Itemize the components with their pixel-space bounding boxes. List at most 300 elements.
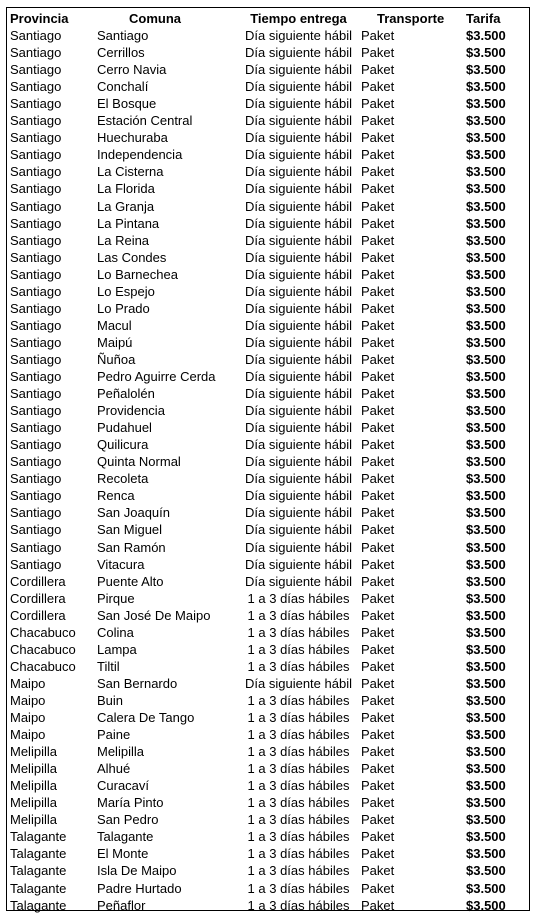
table-row — [7, 607, 529, 624]
table-row — [7, 794, 529, 811]
table-row — [7, 658, 529, 675]
table-row — [7, 641, 529, 658]
cell-tiempo-entrega: Día siguiente hábil — [245, 62, 352, 78]
cell-transporte: Paket — [361, 641, 395, 657]
cell-provincia: Santiago — [10, 351, 62, 367]
cell-comuna: San Bernardo — [97, 675, 178, 691]
cell-tarifa: $3.500 — [466, 744, 506, 760]
cell-provincia: Melipilla — [10, 744, 57, 760]
cell-comuna: Recoleta — [97, 471, 149, 487]
cell-transporte: Paket — [361, 778, 395, 794]
table-row — [7, 436, 529, 453]
cell-tarifa: $3.500 — [466, 471, 506, 487]
cell-transporte: Paket — [361, 829, 395, 845]
cell-provincia: Santiago — [10, 539, 62, 555]
cell-provincia: Santiago — [10, 28, 62, 43]
cell-transporte: Paket — [361, 607, 395, 623]
cell-tarifa: $3.500 — [466, 181, 506, 197]
cell-transporte: Paket — [361, 727, 395, 743]
cell-tiempo-entrega: 1 a 3 días hábiles — [247, 778, 350, 794]
cell-provincia: Maipo — [10, 675, 46, 691]
cell-provincia: Santiago — [10, 300, 62, 316]
cell-tiempo-entrega: Día siguiente hábil — [245, 79, 352, 95]
table-row — [7, 44, 529, 61]
cell-tiempo-entrega: 1 a 3 días hábiles — [247, 880, 350, 896]
cell-transporte: Paket — [361, 863, 395, 879]
cell-provincia: Maipo — [10, 710, 46, 725]
table-row — [7, 419, 529, 436]
cell-tarifa: $3.500 — [466, 573, 506, 589]
cell-transporte: Paket — [361, 79, 395, 95]
cell-comuna: Tiltil — [97, 658, 120, 674]
cell-provincia: Santiago — [10, 266, 62, 282]
cell-transporte: Paket — [361, 369, 395, 384]
table-row — [7, 845, 529, 862]
cell-transporte: Paket — [361, 113, 395, 129]
cell-provincia: Melipilla — [10, 778, 57, 794]
table-row — [7, 590, 529, 607]
cell-tarifa: $3.500 — [466, 283, 506, 299]
cell-comuna: Alhué — [97, 761, 131, 777]
cell-tiempo-entrega: Día siguiente hábil — [245, 386, 352, 402]
cell-tarifa: $3.500 — [466, 710, 506, 725]
table-row — [7, 146, 529, 163]
cell-tiempo-entrega: Día siguiente hábil — [245, 266, 352, 282]
cell-transporte: Paket — [361, 181, 395, 197]
cell-tarifa: $3.500 — [466, 113, 506, 129]
cell-tarifa: $3.500 — [466, 147, 506, 163]
table-row — [7, 675, 529, 692]
table-row — [7, 300, 529, 317]
cell-comuna: San Miguel — [97, 522, 163, 538]
table-row — [7, 283, 529, 300]
cell-tarifa: $3.500 — [466, 437, 506, 453]
cell-tiempo-entrega: Día siguiente hábil — [245, 556, 352, 572]
cell-comuna: Pirque — [97, 590, 135, 606]
cell-tarifa: $3.500 — [466, 198, 506, 214]
cell-tiempo-entrega: Día siguiente hábil — [245, 454, 352, 470]
cell-transporte: Paket — [361, 539, 395, 555]
cell-provincia: Santiago — [10, 79, 62, 95]
cell-provincia: Santiago — [10, 130, 62, 146]
cell-tiempo-entrega: Día siguiente hábil — [245, 300, 352, 316]
cell-tarifa: $3.500 — [466, 351, 506, 367]
cell-provincia: Maipo — [10, 727, 46, 743]
cell-comuna: Lo Espejo — [97, 283, 155, 299]
cell-provincia: Santiago — [10, 437, 62, 453]
cell-tiempo-entrega: Día siguiente hábil — [245, 403, 352, 419]
cell-comuna: Quilicura — [97, 437, 149, 453]
cell-comuna: Renca — [97, 488, 135, 504]
cell-transporte: Paket — [361, 45, 395, 61]
cell-tarifa: $3.500 — [466, 897, 506, 913]
cell-comuna: Maipú — [97, 334, 133, 350]
cell-comuna: Lo Prado — [97, 300, 150, 316]
cell-comuna: La Cisterna — [97, 164, 164, 180]
cell-comuna: Macul — [97, 317, 132, 333]
cell-provincia: Santiago — [10, 62, 62, 78]
cell-tarifa: $3.500 — [466, 79, 506, 95]
cell-provincia: Santiago — [10, 198, 62, 214]
cell-tiempo-entrega: Día siguiente hábil — [245, 198, 352, 214]
cell-tiempo-entrega: Día siguiente hábil — [245, 215, 352, 231]
table-row — [7, 453, 529, 470]
cell-provincia: Santiago — [10, 45, 62, 61]
cell-provincia: Chacabuco — [10, 658, 76, 674]
cell-transporte: Paket — [361, 675, 395, 691]
cell-comuna: Santiago — [97, 28, 149, 43]
cell-tiempo-entrega: Día siguiente hábil — [245, 471, 352, 487]
cell-comuna: Ñuñoa — [97, 351, 136, 367]
cell-provincia: Santiago — [10, 334, 62, 350]
table-row — [7, 232, 529, 249]
cell-transporte: Paket — [361, 710, 395, 725]
cell-transporte: Paket — [361, 505, 395, 521]
table-row — [7, 78, 529, 95]
cell-tiempo-entrega: Día siguiente hábil — [245, 437, 352, 453]
cell-comuna: San José De Maipo — [97, 607, 211, 623]
cell-tiempo-entrega: 1 a 3 días hábiles — [247, 710, 350, 725]
table-row — [7, 180, 529, 197]
cell-transporte: Paket — [361, 846, 395, 862]
table-row — [7, 828, 529, 845]
cell-transporte: Paket — [361, 795, 395, 811]
table-row — [7, 215, 529, 232]
cell-transporte: Paket — [361, 420, 395, 436]
cell-provincia: Santiago — [10, 147, 62, 163]
header-transporte: Transporte — [377, 11, 445, 26]
cell-tarifa: $3.500 — [466, 164, 506, 180]
cell-comuna: Huechuraba — [97, 130, 168, 146]
cell-provincia: Talagante — [10, 829, 67, 845]
cell-provincia: Talagante — [10, 880, 67, 896]
cell-comuna: Talagante — [97, 829, 154, 845]
cell-provincia: Melipilla — [10, 795, 57, 811]
cell-tarifa: $3.500 — [466, 215, 506, 231]
cell-provincia: Santiago — [10, 215, 62, 231]
cell-tarifa: $3.500 — [466, 778, 506, 794]
table-row — [7, 862, 529, 879]
cell-tiempo-entrega: Día siguiente hábil — [245, 505, 352, 521]
cell-transporte: Paket — [361, 471, 395, 487]
cell-tiempo-entrega: Día siguiente hábil — [245, 522, 352, 538]
table-row — [7, 112, 529, 129]
cell-provincia: Melipilla — [10, 761, 57, 777]
cell-tiempo-entrega: 1 a 3 días hábiles — [247, 727, 350, 743]
cell-tarifa: $3.500 — [466, 761, 506, 777]
cell-tarifa: $3.500 — [466, 488, 506, 504]
cell-tiempo-entrega: Día siguiente hábil — [245, 28, 352, 43]
table-row — [7, 129, 529, 146]
cell-tiempo-entrega: Día siguiente hábil — [245, 488, 352, 504]
cell-tarifa: $3.500 — [466, 249, 506, 265]
table-row — [7, 709, 529, 726]
table-row — [7, 743, 529, 760]
cell-provincia: Cordillera — [10, 607, 66, 623]
cell-provincia: Santiago — [10, 232, 62, 248]
cell-tarifa: $3.500 — [466, 658, 506, 674]
cell-tarifa: $3.500 — [466, 846, 506, 862]
cell-tarifa: $3.500 — [466, 607, 506, 623]
cell-transporte: Paket — [361, 692, 395, 708]
cell-tiempo-entrega: Día siguiente hábil — [245, 45, 352, 61]
cell-provincia: Santiago — [10, 96, 62, 112]
cell-transporte: Paket — [361, 880, 395, 896]
table-row — [7, 573, 529, 590]
table-row — [7, 163, 529, 180]
cell-tarifa: $3.500 — [466, 812, 506, 828]
cell-comuna: Peñaflor — [97, 897, 146, 913]
cell-comuna: Lo Barnechea — [97, 266, 178, 282]
cell-provincia: Santiago — [10, 386, 62, 402]
cell-comuna: María Pinto — [97, 795, 164, 811]
cell-tiempo-entrega: 1 a 3 días hábiles — [247, 607, 350, 623]
cell-tiempo-entrega: 1 a 3 días hábiles — [247, 812, 350, 828]
cell-tiempo-entrega: Día siguiente hábil — [245, 351, 352, 367]
cell-tiempo-entrega: 1 a 3 días hábiles — [247, 829, 350, 845]
cell-tarifa: $3.500 — [466, 232, 506, 248]
cell-tiempo-entrega: 1 a 3 días hábiles — [247, 897, 350, 913]
cell-comuna: Conchalí — [97, 79, 149, 95]
cell-tarifa: $3.500 — [466, 300, 506, 316]
cell-transporte: Paket — [361, 590, 395, 606]
cell-tiempo-entrega: 1 a 3 días hábiles — [247, 761, 350, 777]
cell-tarifa: $3.500 — [466, 454, 506, 470]
table-row — [7, 726, 529, 743]
table-row — [7, 317, 529, 334]
cell-transporte: Paket — [361, 454, 395, 470]
cell-comuna: Buin — [97, 692, 124, 708]
cell-transporte: Paket — [361, 147, 395, 163]
cell-tiempo-entrega: Día siguiente hábil — [245, 96, 352, 112]
cell-tiempo-entrega: Día siguiente hábil — [245, 147, 352, 163]
table-row — [7, 334, 529, 351]
table-row — [7, 692, 529, 709]
cell-transporte: Paket — [361, 62, 395, 78]
cell-tarifa: $3.500 — [466, 692, 506, 708]
table-row — [7, 27, 529, 44]
cell-transporte: Paket — [361, 403, 395, 419]
cell-provincia: Talagante — [10, 897, 67, 913]
table-row — [7, 880, 529, 897]
cell-tiempo-entrega: Día siguiente hábil — [245, 249, 352, 265]
cell-tiempo-entrega: Día siguiente hábil — [245, 181, 352, 197]
cell-transporte: Paket — [361, 437, 395, 453]
cell-transporte: Paket — [361, 215, 395, 231]
cell-tarifa: $3.500 — [466, 62, 506, 78]
cell-comuna: Curacaví — [97, 778, 150, 794]
cell-tiempo-entrega: Día siguiente hábil — [245, 420, 352, 436]
cell-tiempo-entrega: 1 a 3 días hábiles — [247, 658, 350, 674]
cell-provincia: Santiago — [10, 283, 62, 299]
cell-transporte: Paket — [361, 897, 395, 913]
cell-transporte: Paket — [361, 283, 395, 299]
cell-provincia: Santiago — [10, 522, 62, 538]
cell-transporte: Paket — [361, 761, 395, 777]
table-row — [7, 61, 529, 78]
cell-comuna: La Granja — [97, 198, 155, 214]
table-row — [7, 351, 529, 368]
cell-tarifa: $3.500 — [466, 317, 506, 333]
cell-comuna: Isla De Maipo — [97, 863, 177, 879]
cell-tiempo-entrega: Día siguiente hábil — [245, 334, 352, 350]
cell-tiempo-entrega: Día siguiente hábil — [245, 675, 352, 691]
table-row — [7, 266, 529, 283]
cell-tarifa: $3.500 — [466, 880, 506, 896]
cell-tiempo-entrega: Día siguiente hábil — [245, 283, 352, 299]
cell-tarifa: $3.500 — [466, 266, 506, 282]
cell-provincia: Maipo — [10, 692, 46, 708]
cell-tarifa: $3.500 — [466, 795, 506, 811]
header-provincia: Provincia — [10, 11, 69, 26]
cell-tiempo-entrega: 1 a 3 días hábiles — [247, 590, 350, 606]
cell-comuna: Providencia — [97, 403, 165, 419]
cell-comuna: Quinta Normal — [97, 454, 181, 470]
cell-tiempo-entrega: Día siguiente hábil — [245, 130, 352, 146]
cell-comuna: Puente Alto — [97, 573, 164, 589]
cell-comuna: Pedro Aguirre Cerda — [97, 369, 216, 384]
cell-transporte: Paket — [361, 812, 395, 828]
cell-tarifa: $3.500 — [466, 624, 506, 640]
cell-provincia: Santiago — [10, 113, 62, 129]
cell-comuna: Calera De Tango — [97, 710, 195, 725]
cell-transporte: Paket — [361, 522, 395, 538]
cell-comuna: Independencia — [97, 147, 183, 163]
cell-tarifa: $3.500 — [466, 505, 506, 521]
cell-tiempo-entrega: Día siguiente hábil — [245, 369, 352, 384]
table-row — [7, 249, 529, 266]
header-tiempo-entrega: Tiempo entrega — [250, 11, 347, 26]
cell-transporte: Paket — [361, 28, 395, 43]
cell-tarifa: $3.500 — [466, 863, 506, 879]
table-row — [7, 470, 529, 487]
cell-transporte: Paket — [361, 300, 395, 316]
cell-provincia: Talagante — [10, 846, 67, 862]
cell-tiempo-entrega: Día siguiente hábil — [245, 573, 352, 589]
cell-tarifa: $3.500 — [466, 590, 506, 606]
cell-provincia: Santiago — [10, 420, 62, 436]
table-row — [7, 95, 529, 112]
cell-provincia: Santiago — [10, 454, 62, 470]
cell-tarifa: $3.500 — [466, 420, 506, 436]
cell-transporte: Paket — [361, 744, 395, 760]
cell-transporte: Paket — [361, 232, 395, 248]
cell-tarifa: $3.500 — [466, 727, 506, 743]
cell-provincia: Santiago — [10, 181, 62, 197]
cell-transporte: Paket — [361, 317, 395, 333]
cell-tarifa: $3.500 — [466, 130, 506, 146]
cell-transporte: Paket — [361, 198, 395, 214]
table-row — [7, 624, 529, 641]
cell-comuna: Paine — [97, 727, 131, 743]
cell-provincia: Santiago — [10, 488, 62, 504]
cell-tarifa: $3.500 — [466, 334, 506, 350]
cell-transporte: Paket — [361, 96, 395, 112]
cell-tarifa: $3.500 — [466, 96, 506, 112]
cell-provincia: Santiago — [10, 403, 62, 419]
cell-provincia: Talagante — [10, 863, 67, 879]
table-row — [7, 487, 529, 504]
cell-comuna: Vitacura — [97, 556, 145, 572]
cell-provincia: Chacabuco — [10, 624, 76, 640]
cell-tiempo-entrega: 1 a 3 días hábiles — [247, 863, 350, 879]
table-row — [7, 539, 529, 556]
cell-provincia: Santiago — [10, 164, 62, 180]
cell-tarifa: $3.500 — [466, 403, 506, 419]
cell-tarifa: $3.500 — [466, 675, 506, 691]
table-row — [7, 368, 529, 385]
cell-tiempo-entrega: 1 a 3 días hábiles — [247, 624, 350, 640]
table-row — [7, 521, 529, 538]
cell-provincia: Cordillera — [10, 590, 66, 606]
cell-transporte: Paket — [361, 573, 395, 589]
cell-comuna: San Joaquín — [97, 505, 171, 521]
cell-transporte: Paket — [361, 386, 395, 402]
cell-tiempo-entrega: 1 a 3 días hábiles — [247, 846, 350, 862]
cell-transporte: Paket — [361, 488, 395, 504]
cell-tiempo-entrega: Día siguiente hábil — [245, 539, 352, 555]
cell-tiempo-entrega: 1 a 3 días hábiles — [247, 641, 350, 657]
cell-transporte: Paket — [361, 130, 395, 146]
cell-provincia: Santiago — [10, 505, 62, 521]
cell-tarifa: $3.500 — [466, 45, 506, 61]
cell-comuna: Pudahuel — [97, 420, 152, 436]
cell-tarifa: $3.500 — [466, 641, 506, 657]
cell-tarifa: $3.500 — [466, 28, 506, 43]
table-row — [7, 897, 529, 914]
cell-comuna: Lampa — [97, 641, 137, 657]
cell-tiempo-entrega: Día siguiente hábil — [245, 113, 352, 129]
cell-tiempo-entrega: Día siguiente hábil — [245, 317, 352, 333]
cell-provincia: Santiago — [10, 249, 62, 265]
cell-transporte: Paket — [361, 624, 395, 640]
cell-comuna: Cerro Navia — [97, 62, 167, 78]
cell-tiempo-entrega: 1 a 3 días hábiles — [247, 692, 350, 708]
cell-tarifa: $3.500 — [466, 556, 506, 572]
cell-provincia: Chacabuco — [10, 641, 76, 657]
cell-provincia: Cordillera — [10, 573, 66, 589]
cell-tarifa: $3.500 — [466, 369, 506, 384]
cell-tarifa: $3.500 — [466, 829, 506, 845]
header-tarifa: Tarifa — [466, 11, 501, 26]
cell-comuna: La Reina — [97, 232, 150, 248]
shipping-rates-table — [6, 7, 530, 911]
cell-comuna: La Florida — [97, 181, 155, 197]
cell-comuna: Melipilla — [97, 744, 144, 760]
cell-transporte: Paket — [361, 164, 395, 180]
cell-tiempo-entrega: 1 a 3 días hábiles — [247, 744, 350, 760]
cell-comuna: El Monte — [97, 846, 149, 862]
table-row — [7, 504, 529, 521]
header-comuna: Comuna — [129, 11, 181, 26]
cell-comuna: Colina — [97, 624, 134, 640]
cell-comuna: Padre Hurtado — [97, 880, 182, 896]
cell-transporte: Paket — [361, 334, 395, 350]
table-row — [7, 402, 529, 419]
cell-transporte: Paket — [361, 266, 395, 282]
table-row — [7, 556, 529, 573]
cell-tarifa: $3.500 — [466, 522, 506, 538]
cell-transporte: Paket — [361, 658, 395, 674]
cell-tiempo-entrega: 1 a 3 días hábiles — [247, 795, 350, 811]
table-row — [7, 198, 529, 215]
cell-tiempo-entrega: Día siguiente hábil — [245, 232, 352, 248]
cell-provincia: Santiago — [10, 556, 62, 572]
table-row — [7, 385, 529, 402]
cell-provincia: Santiago — [10, 369, 62, 384]
cell-transporte: Paket — [361, 556, 395, 572]
cell-comuna: Peñalolén — [97, 386, 155, 402]
